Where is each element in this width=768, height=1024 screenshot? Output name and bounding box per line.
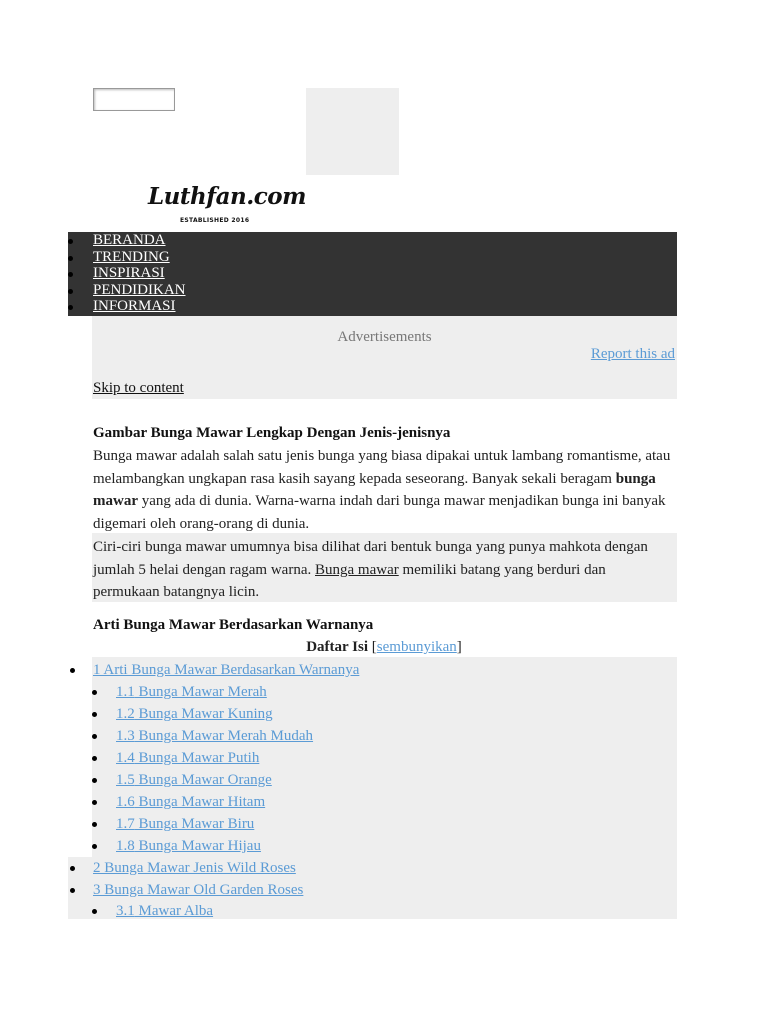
toc-link[interactable]: 1.6 Bunga Mawar Hitam: [116, 794, 266, 810]
nav-item-pendidikan: [68, 282, 677, 299]
search-input[interactable]: [93, 88, 175, 111]
logo-tagline: ESTABLISHED 2016: [180, 217, 250, 224]
bullet-icon: [70, 866, 75, 871]
paragraph-text: memiliki batang yang berduri dan permukaan batangnya licin.: [93, 561, 606, 601]
report-ad-link[interactable]: Report this ad: [590, 346, 675, 362]
bullet-icon: [92, 844, 97, 849]
bullet-icon: [68, 305, 73, 310]
ad-placeholder-image: [306, 88, 399, 175]
paragraph-text: Ciri-ciri bunga mawar umumnya bisa dilihat dari bentuk bunga yang punya mahkota dengan jumlah 5 helai dengan ragam warna.: [93, 539, 648, 578]
nav-link-informasi[interactable]: INFORMASI: [93, 298, 176, 315]
article-paragraph-intro: [93, 445, 673, 536]
section-heading: Arti Bunga Mawar Berdasarkan Warnanya: [93, 617, 374, 633]
site-logo[interactable]: [148, 183, 318, 227]
toc-link[interactable]: 1.8 Bunga Mawar Hijau: [116, 838, 261, 854]
skip-to-content-link[interactable]: Skip to content: [93, 380, 184, 396]
toc-bracket: ]: [456, 639, 462, 655]
logo-text: Luthfan.com: [148, 183, 306, 210]
toc-link[interactable]: 1.2 Bunga Mawar Kuning: [116, 706, 273, 722]
toc-link[interactable]: 1 Arti Bunga Mawar Berdasarkan Warnanya: [93, 662, 360, 678]
bullet-icon: [68, 272, 73, 277]
bold-keyword: bunga mawar: [93, 470, 656, 510]
toc-link[interactable]: 2 Bunga Mawar Jenis Wild Roses: [93, 860, 296, 876]
bullet-icon: [92, 822, 97, 827]
toc-link[interactable]: 1.4 Bunga Mawar Putih: [116, 750, 260, 766]
toc-toggle-link[interactable]: sembunyikan: [376, 639, 457, 655]
nav-link-beranda[interactable]: BERANDA: [93, 232, 166, 248]
toc-link[interactable]: 1.7 Bunga Mawar Biru: [116, 816, 255, 832]
nav-item-beranda: [68, 232, 677, 249]
nav-item-informasi: [68, 298, 677, 315]
nav-link-trending[interactable]: TRENDING: [93, 248, 170, 265]
toc-title: Daftar Isi: [306, 639, 369, 655]
toc-link[interactable]: 3.1 Mawar Alba: [116, 903, 214, 919]
nav-item-inspirasi: [68, 265, 677, 282]
toc-bracket: [: [368, 639, 377, 655]
advertisement-block: [92, 316, 677, 399]
article-title: Gambar Bunga Mawar Lengkap Dengan Jenis-jenisnya: [93, 425, 451, 441]
bullet-icon: [68, 256, 73, 261]
bullet-icon: [68, 289, 73, 294]
ad-label: Advertisements: [337, 329, 432, 345]
main-navigation: [68, 232, 677, 316]
bullet-icon: [92, 800, 97, 805]
paragraph-text: yang ada di dunia. Warna-warna indah dari bunga mawar menjadikan bunga ini banyak digemari oleh orang-orang di dunia.: [93, 493, 666, 533]
toc-link[interactable]: 1.3 Bunga Mawar Merah Mudah: [116, 728, 314, 744]
toc-header: [0, 639, 768, 656]
nav-link-pendidikan[interactable]: PENDIDIKAN: [93, 281, 186, 298]
bullet-icon: [92, 690, 97, 695]
bullet-icon: [92, 778, 97, 783]
toc-link[interactable]: 3 Bunga Mawar Old Garden Roses: [93, 882, 304, 898]
bullet-icon: [92, 756, 97, 761]
bullet-icon: [92, 909, 97, 914]
nav-item-trending: [68, 249, 677, 266]
nav-link-inspirasi[interactable]: INSPIRASI: [93, 265, 165, 282]
bullet-icon: [70, 668, 75, 673]
toc-link[interactable]: 1.1 Bunga Mawar Merah: [116, 684, 267, 700]
bullet-icon: [92, 712, 97, 717]
article-paragraph-characteristics: [92, 533, 677, 602]
bullet-icon: [68, 239, 73, 244]
bullet-icon: [92, 734, 97, 739]
toc-link[interactable]: 1.5 Bunga Mawar Orange: [116, 772, 272, 788]
bunga-mawar-link[interactable]: Bunga mawar: [315, 561, 399, 578]
bullet-icon: [70, 888, 75, 893]
paragraph-text: Bunga mawar adalah salah satu jenis bunga yang biasa dipakai untuk lambang romantisme, atau melambangkan ungkapan rasa kasih sayang kepada seseorang. Banyak sekali beragam: [93, 448, 671, 487]
